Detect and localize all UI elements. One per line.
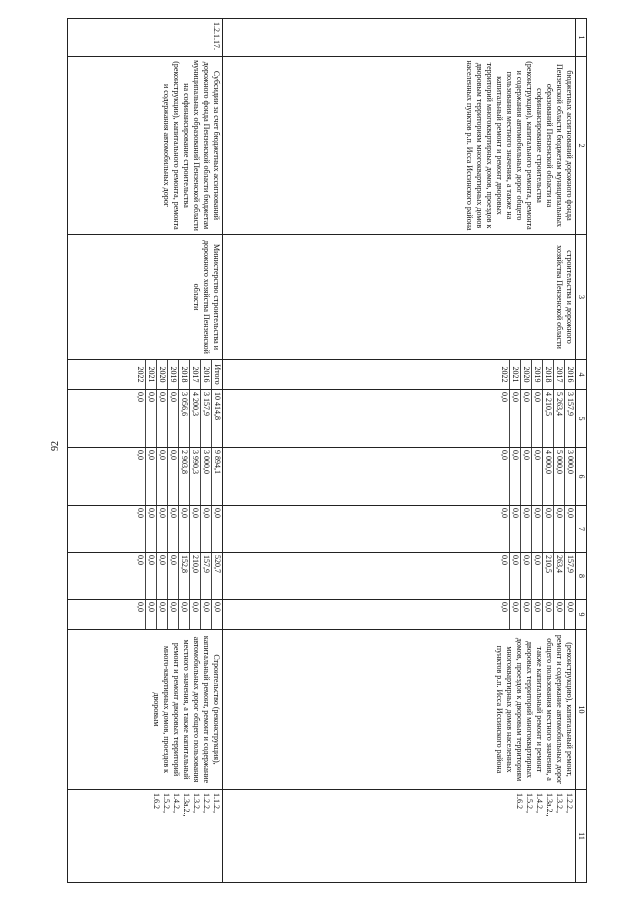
regional-budget-cell-value: 0,0 <box>500 450 509 460</box>
federal-budget-cell-value: 0,0 <box>167 506 178 552</box>
year-cell-value: 2021 <box>509 360 520 389</box>
other-sources-cell <box>68 600 223 630</box>
regional-budget-cell-value: 5 000,0 <box>553 448 564 505</box>
result-cell <box>223 630 576 790</box>
measure-name-cell <box>223 57 576 235</box>
executor-cell <box>68 235 223 360</box>
regional-budget-cell <box>223 448 576 506</box>
measure-name: бюджетных ассигнований дорожного фонда Пензенской области бюджетам муниципальных образований Пензенской области на софинансирование строительства (реконструкции), капитального ремонта, ремонта и содержания автомобильных дорог общего пользования местного значения, а также на капитальный ремонт и ремонт дворовых территорий многоквартирных домов, проездов к дворовым территориям многоквартирных домов населенных пунктов р.п. Исса Иссинского района <box>465 60 574 231</box>
other-sources-cell <box>223 600 576 630</box>
other-sources-cell-value: 0,0 <box>542 600 553 629</box>
row-number <box>573 19 575 56</box>
indicator-code: 1.3.2., <box>192 793 201 813</box>
federal-budget-cell-value: 0,0 <box>542 506 553 552</box>
result-cell <box>68 630 223 790</box>
year-cell <box>223 360 576 390</box>
federal-budget-cell <box>68 506 223 553</box>
total-funding-cell-value: 3 157,9 <box>564 390 575 447</box>
measure-name-cell <box>68 57 223 235</box>
other-sources-cell-value: 0,0 <box>136 602 145 612</box>
local-budget-cell-value: 0,0 <box>145 553 156 599</box>
regional-budget-cell-value: 3 990,3 <box>189 448 200 505</box>
year-cell-value: Итого <box>211 360 222 389</box>
regional-budget-cell-value: 3 000,0 <box>200 448 211 505</box>
regional-budget-cell-value: 2 903,8 <box>178 448 189 505</box>
col-header: 10 <box>576 630 587 790</box>
other-sources-cell-value: 0,0 <box>167 600 178 629</box>
total-funding-cell-value: 0,0 <box>136 392 145 402</box>
local-budget-cell-value: 157,9 <box>564 553 575 599</box>
regional-budget-cell-value: 9 894,1 <box>211 448 222 505</box>
federal-budget-cell-value: 0,0 <box>178 506 189 552</box>
indicator-cell <box>68 790 223 883</box>
federal-budget-cell <box>223 506 576 553</box>
indicator-code: 1.3а.2., <box>182 793 191 817</box>
col-header: 9 <box>576 600 587 630</box>
indicator-code: 1.6.2 <box>515 793 524 809</box>
table-row <box>223 19 576 883</box>
local-budget-cell-value: 520,7 <box>211 553 222 599</box>
local-budget-cell-value: 0,0 <box>520 553 531 599</box>
other-sources-cell-value: 0,0 <box>500 602 509 612</box>
year-cell <box>68 360 223 390</box>
total-funding-cell-value: 10 414,8 <box>211 390 222 447</box>
indicator-code: 1.2.2., <box>565 793 574 813</box>
row-number: 1.2.1.17. <box>212 22 221 50</box>
other-sources-cell-value: 0,0 <box>553 600 564 629</box>
measure-name: Субсидии за счет бюджетных ассигнований дорожного фонда Пензенской области бюджетам муниципальных образований Пензенской области на софинансирование строительства (реконструкции), капитального ремонта, ремонта и содержания автомобильных дорог <box>162 60 221 231</box>
federal-budget-cell-value: 0,0 <box>509 506 520 552</box>
federal-budget-cell-value: 0,0 <box>200 506 211 552</box>
regional-budget-cell-value: 0,0 <box>145 448 156 505</box>
regional-budget-cell-value: 3 000,0 <box>564 448 575 505</box>
federal-budget-cell-value: 0,0 <box>500 508 509 518</box>
other-sources-cell-value: 0,0 <box>145 600 156 629</box>
year-cell-value: 2017 <box>553 360 564 389</box>
regional-budget-cell-value: 0,0 <box>167 448 178 505</box>
expected-result: (реконструкцию), капитальный ремонт, ремонт и содержание автомобильных дорог общего пользования местного значения, а также капитальный ремонт и ремонт дворовых территорий многоквартирных домов, проездов к дворовым территориям многоквартирных домов населенных пунктов р.п. Исса Иссинского района <box>495 634 574 785</box>
local-budget-cell-value: 157,9 <box>200 553 211 599</box>
year-cell-value: 2020 <box>156 360 167 389</box>
col-header: 4 <box>576 360 587 390</box>
total-funding-cell-value: 0,0 <box>509 390 520 447</box>
local-budget-cell-value: 152,8 <box>178 553 189 599</box>
other-sources-cell-value: 0,0 <box>200 600 211 629</box>
year-cell-value: 2021 <box>145 360 156 389</box>
page-number: 92 <box>50 441 61 451</box>
year-cell-value: 2016 <box>564 360 575 389</box>
indicator-code: 1.5.2., <box>162 793 171 813</box>
local-budget-cell-value: 0,0 <box>136 555 145 565</box>
indicator-cell <box>223 790 576 883</box>
local-budget-cell-value: 0,0 <box>509 553 520 599</box>
total-funding-cell-value: 0,0 <box>145 390 156 447</box>
total-funding-cell <box>223 390 576 448</box>
federal-budget-cell-value: 0,0 <box>564 506 575 552</box>
col-header: 11 <box>576 790 587 883</box>
year-cell-value: 2022 <box>500 366 509 383</box>
year-cell-value: 2020 <box>520 360 531 389</box>
indicator-code: 1.5.2., <box>525 793 534 813</box>
local-budget-cell-value: 0,0 <box>500 555 509 565</box>
federal-budget-cell-value: 0,0 <box>211 506 222 552</box>
local-budget-cell <box>223 553 576 600</box>
federal-budget-cell-value: 0,0 <box>189 506 200 552</box>
col-header: 3 <box>576 235 587 360</box>
year-cell-value: 2016 <box>200 360 211 389</box>
indicator-code: 1.1.2., <box>212 793 221 813</box>
executor-name: Министерство строительства и дорожного хозяйства Пензенской области <box>192 240 221 354</box>
federal-budget-cell-value: 0,0 <box>520 506 531 552</box>
indicator-code: 1.3а.2., <box>545 793 554 817</box>
other-sources-cell-value: 0,0 <box>156 600 167 629</box>
regional-budget-cell-value: 0,0 <box>509 448 520 505</box>
header-row <box>576 19 587 883</box>
table-row <box>68 19 223 883</box>
rotated-table-container <box>67 18 587 882</box>
other-sources-cell-value: 0,0 <box>509 600 520 629</box>
other-sources-cell-value: 0,0 <box>178 600 189 629</box>
regional-budget-cell-value: 0,0 <box>520 448 531 505</box>
col-header: 1 <box>576 19 587 57</box>
local-budget-cell-value: 0,0 <box>167 553 178 599</box>
regional-budget-cell <box>68 448 223 506</box>
other-sources-cell-value: 0,0 <box>564 600 575 629</box>
year-cell-value: 2017 <box>189 360 200 389</box>
federal-budget-cell-value: 0,0 <box>136 508 145 518</box>
col-header: 8 <box>576 553 587 600</box>
federal-budget-cell-value: 0,0 <box>553 506 564 552</box>
total-funding-cell <box>68 390 223 448</box>
total-funding-cell-value: 4 200,3 <box>189 390 200 447</box>
other-sources-cell-value: 0,0 <box>189 600 200 629</box>
total-funding-cell-value: 3 056,6 <box>178 390 189 447</box>
total-funding-cell-value: 3 157,9 <box>200 390 211 447</box>
regional-budget-cell-value: 0,0 <box>136 450 145 460</box>
other-sources-cell-value: 0,0 <box>211 600 222 629</box>
indicator-code: 1.4.2., <box>172 793 181 813</box>
executor-cell <box>223 235 576 360</box>
total-funding-cell-value: 0,0 <box>167 390 178 447</box>
total-funding-cell-value: 5 263,4 <box>553 390 564 447</box>
indicator-code: 1.6.2 <box>152 793 161 809</box>
federal-budget-cell-value: 0,0 <box>531 506 542 552</box>
expected-result: Строительство (реконструкция), капитальный ремонт, ремонт и содержание автомобильных дорог общего пользования местного значения, а также капитальный ремонт и ремонт дворовых территорий много-квартирных домов, проездов к дворовым <box>152 635 221 784</box>
regional-budget-cell-value: 0,0 <box>156 448 167 505</box>
local-budget-cell-value: 210,0 <box>189 553 200 599</box>
total-funding-cell-value: 0,0 <box>531 390 542 447</box>
total-funding-cell-value: 0,0 <box>156 390 167 447</box>
executor-name: строительства и дорожного хозяйства Пензенской области <box>555 245 574 349</box>
regional-budget-cell-value: 0,0 <box>531 448 542 505</box>
budget-table <box>67 18 587 883</box>
col-header: 2 <box>576 57 587 235</box>
federal-budget-cell-value: 0,0 <box>145 506 156 552</box>
indicator-code: 1.2.2., <box>202 793 211 813</box>
regional-budget-cell-value: 4 000,0 <box>542 448 553 505</box>
year-cell-value: 2019 <box>167 360 178 389</box>
other-sources-cell-value: 0,0 <box>531 600 542 629</box>
total-funding-cell-value: 0,0 <box>500 392 509 402</box>
year-cell-value: 2018 <box>178 360 189 389</box>
local-budget-cell-value: 210,5 <box>542 553 553 599</box>
local-budget-cell-value: 0,0 <box>531 553 542 599</box>
year-cell-value: 2018 <box>542 360 553 389</box>
col-header: 6 <box>576 448 587 506</box>
federal-budget-cell-value: 0,0 <box>156 506 167 552</box>
local-budget-cell-value: 263,4 <box>553 553 564 599</box>
local-budget-cell <box>68 553 223 600</box>
other-sources-cell-value: 0,0 <box>520 600 531 629</box>
total-funding-cell-value: 4 210,5 <box>542 390 553 447</box>
local-budget-cell-value: 0,0 <box>156 553 167 599</box>
total-funding-cell-value: 0,0 <box>520 390 531 447</box>
indicator-code: 1.4.2., <box>535 793 544 813</box>
col-header: 7 <box>576 506 587 553</box>
row-number-cell <box>223 19 576 57</box>
col-header: 5 <box>576 390 587 448</box>
row-number-cell <box>68 19 223 57</box>
indicator-code: 1.3.2., <box>555 793 564 813</box>
year-cell-value: 2019 <box>531 360 542 389</box>
year-cell-value: 2022 <box>136 366 145 383</box>
